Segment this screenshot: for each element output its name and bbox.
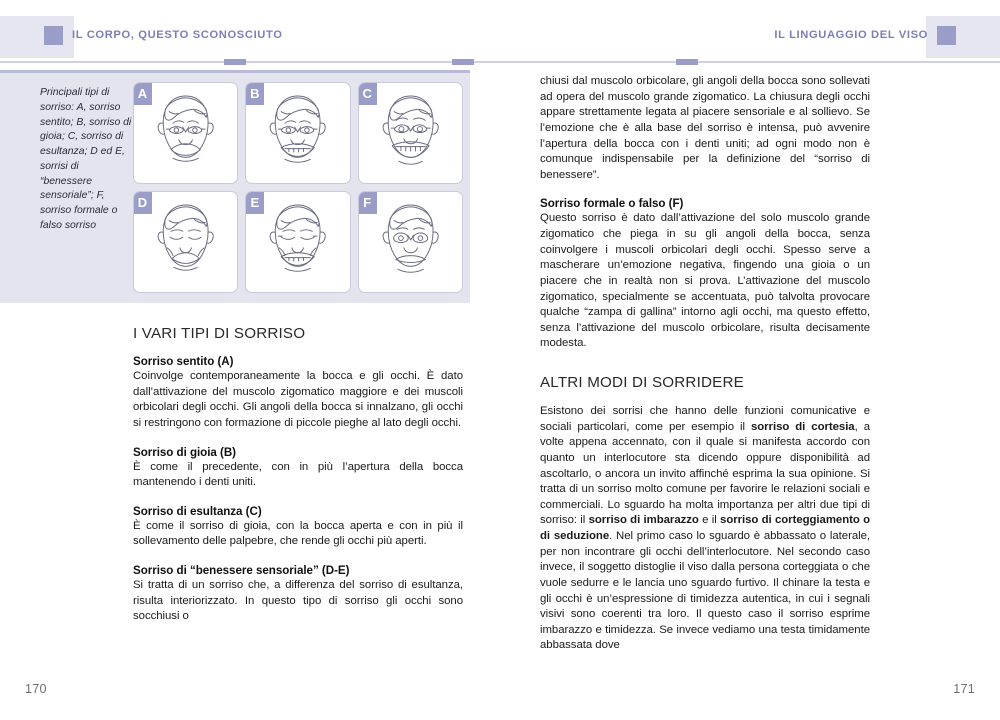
figure-panel-label: B — [245, 82, 264, 105]
paragraph-sorriso-gioia: È come il precedente, con in più l’apertura della bocca mantenendo i denti uniti. — [133, 460, 463, 489]
left-section-title: I VARI TIPI DI SORRISO — [133, 325, 306, 342]
text-run: e il — [698, 514, 721, 527]
figure-panel-label: F — [358, 191, 377, 214]
page-number-right: 171 — [953, 682, 975, 696]
figure-panel-b[interactable] — [245, 82, 350, 184]
heading-sorriso-sentito: Sorriso sentito (A) — [133, 355, 234, 368]
header-rule — [0, 61, 1000, 63]
text-run: . Nel primo caso lo sguardo è abbassato o laterale, per non incontrare gli occhi dell’interlocutore. Nel secondo caso invece, il soggetto distoglie il viso dalla persona corteggiata o che vuole sedurre e le lancia uno sguardo furtivo. Il chinare la testa e gli occhi è un’espressione di timidezza autentica, in cui i segnali visivi sono coerenti tra loro. Il questo caso il sorriso esprime imbarazzo e timidezza. Se invece vediamo una testa timidamente abbassata dove — [540, 530, 870, 652]
left-text-column — [133, 325, 463, 639]
header-mark-icon — [44, 26, 63, 45]
figure-panel-label: A — [133, 82, 152, 105]
heading-sorriso-esultanza: Sorriso di esultanza (C) — [133, 504, 262, 518]
figure-top-rule — [0, 70, 470, 73]
running-head-left — [44, 24, 283, 46]
figure-grid — [133, 82, 463, 293]
figure-panel-label: D — [133, 191, 152, 214]
page-number-left: 170 — [25, 682, 47, 696]
paragraph-sorriso-sentito: Coinvolge contemporaneamente la bocca e gli occhi. È dato dall’attivazione del muscolo zigomatico maggiore e dei muscoli orbicolari degli occhi. Gli angoli della bocca si innalzano, gli occhi si restringono con formazione di piccole pieghe al lato degli occhi. — [133, 370, 463, 429]
emphasis-sorriso-cortesia: sorriso di cortesia — [750, 420, 855, 433]
figure-panel-d[interactable] — [133, 191, 238, 293]
figure-panel-label: E — [245, 191, 264, 214]
text-run: Esistono dei sorrisi che hanno delle funzioni comunicative e sociali particolari, come per esempio il — [540, 405, 870, 433]
right-section-title: ALTRI MODI DI SORRIDERE — [540, 374, 744, 391]
running-head-left-label: IL CORPO, QUESTO SCONOSCIUTO — [72, 29, 283, 41]
figure-block — [0, 70, 470, 303]
paragraph-continuation: chiusi dal muscolo orbicolare, gli angoli della bocca sono sollevati ad opera del muscolo grande zigomatico. La chiusura degli occhi appare strettamente legata al piacere sensoriale e al sollievo. Se l’emozione che è alla base del sorriso è intensa, può avvenire l’apertura della bocca con i denti uniti; ad ogni modo non è comunque indispensabile per la definizione del “sorriso di benessere”. — [540, 75, 870, 181]
running-head-right-label: IL LINGUAGGIO DEL VISO — [774, 29, 928, 41]
heading-sorriso-benessere: Sorriso di “benessere sensoriale” (D-E) — [133, 564, 350, 577]
header-mark-icon — [937, 26, 956, 45]
figure-panel-label: C — [358, 82, 377, 105]
figure-row — [133, 82, 463, 184]
right-text-column — [540, 74, 870, 668]
paragraph-altri-modi — [540, 404, 870, 654]
emphasis-sorriso-imbarazzo: sorriso di imbarazzo — [588, 514, 699, 527]
heading-sorriso-gioia: Sorriso di gioia (B) — [133, 445, 237, 459]
figure-panel-a[interactable] — [133, 82, 238, 184]
figure-row — [133, 191, 463, 293]
text-run: , a volte appena accennato, con il quale si manifesta accordo con quanto un interlocutore sta dicendo oppure disponibilità ad ascoltarlo, o ancora un invito affinché esprima la sua opinione. Si tratta di un sorriso molto comune per favorire le relazioni sociali e commerciali. Lo sguardo ha molta importanza per altri due tipi di sorriso: il — [540, 420, 871, 527]
figure-caption: Principali tipi di sorriso: A, sorriso sentito; B, sorriso di gioia; C, sorriso di esultanza; D ed E, sorrisi di “benessere sensoriale”; F, sorriso formale o falso sorriso — [40, 87, 132, 231]
heading-sorriso-formale: Sorriso formale o falso (F) — [540, 197, 684, 211]
emphasis-sorriso-corteggiamento: sorriso di corteggiamento o di seduzione — [540, 514, 871, 542]
running-head-right — [774, 24, 956, 46]
figure-panel-c[interactable] — [358, 82, 463, 184]
paragraph-sorriso-benessere: Si tratta di un sorriso che, a differenza del sorriso di esultanza, risulta interiorizzato. In questo tipo di sorriso gli occhi sono socchiusi o — [133, 579, 463, 623]
figure-panel-e[interactable] — [245, 191, 350, 293]
paragraph-sorriso-esultanza: È come il sorriso di gioia, con la bocca aperta e con in più il sollevamento delle palpebre, che rende gli occhi più aperti. — [133, 519, 463, 548]
figure-panel-f[interactable] — [358, 191, 463, 293]
paragraph-sorriso-formale: Questo sorriso è dato dall’attivazione del solo muscolo grande zigomatico che piega in su gli angoli della bocca, senza coinvolgere i muscoli orbicolari degli occhi. Spesso serve a mascherare un’emozione negativa, fingendo una gioia o un piacere che in realtà non si prova. L’attivazione del muscolo zigomatico, specialmente se accentuata, può talvolta provocare qualche “zampa di gallina” intorno agli occhi, ma questo effetto, senza l’attivazione del muscolo orbicolare, risulta decisamente modesta. — [540, 212, 870, 350]
